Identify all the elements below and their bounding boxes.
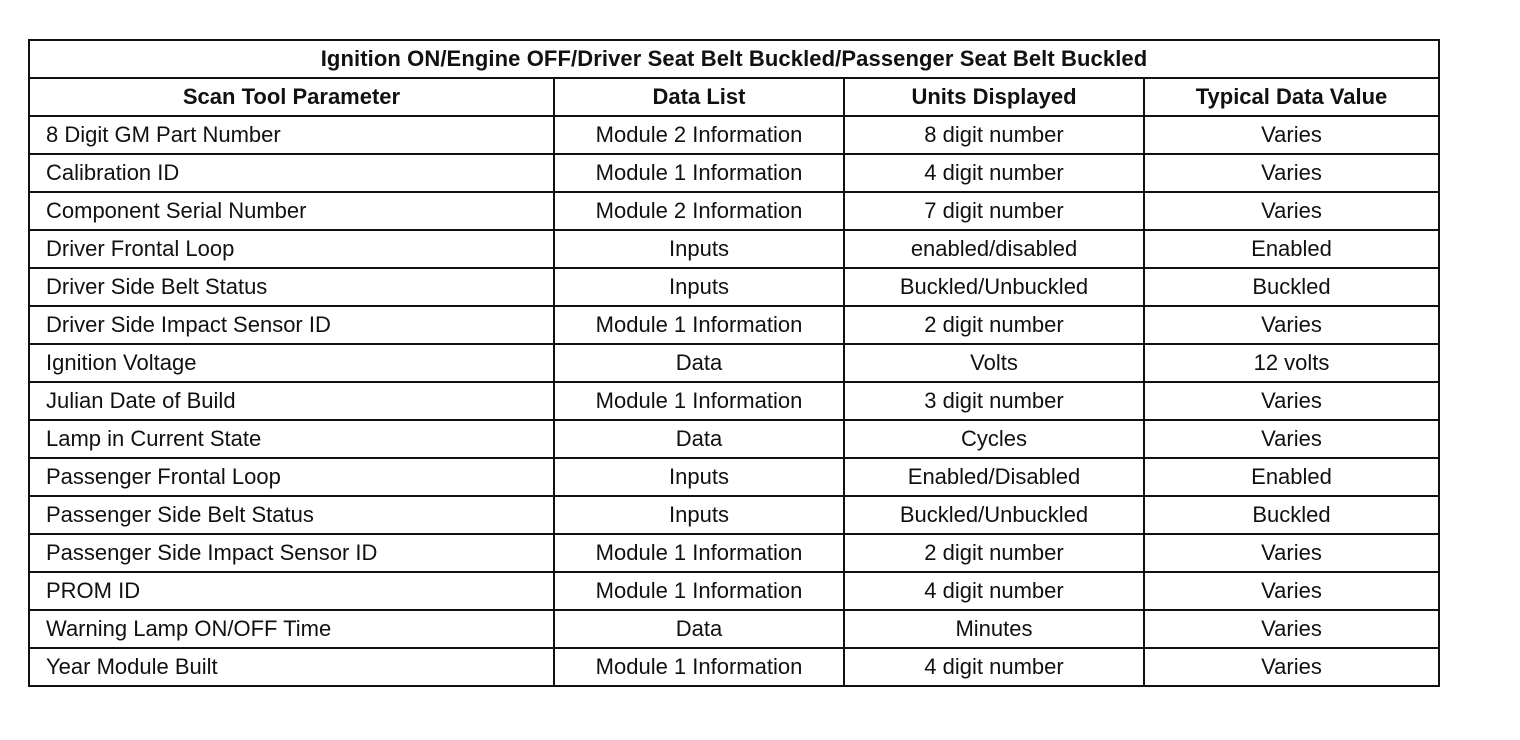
cell-parameter: Passenger Side Impact Sensor ID — [29, 534, 554, 572]
column-header-scan-tool-parameter: Scan Tool Parameter — [29, 78, 554, 116]
cell-typical-value: Varies — [1144, 572, 1439, 610]
cell-typical-value: Varies — [1144, 154, 1439, 192]
cell-data-list: Module 2 Information — [554, 116, 844, 154]
table-row — [29, 154, 1439, 192]
cell-parameter: Passenger Side Belt Status — [29, 496, 554, 534]
cell-typical-value: Varies — [1144, 648, 1439, 686]
cell-units: Volts — [844, 344, 1144, 382]
cell-data-list: Data — [554, 420, 844, 458]
cell-units: Buckled/Unbuckled — [844, 496, 1144, 534]
cell-parameter: Driver Frontal Loop — [29, 230, 554, 268]
cell-data-list: Module 2 Information — [554, 192, 844, 230]
table-row — [29, 268, 1439, 306]
table-row — [29, 420, 1439, 458]
cell-typical-value: Varies — [1144, 382, 1439, 420]
cell-parameter: Component Serial Number — [29, 192, 554, 230]
cell-typical-value: Varies — [1144, 192, 1439, 230]
column-header-data-list: Data List — [554, 78, 844, 116]
cell-data-list: Data — [554, 344, 844, 382]
cell-typical-value: Buckled — [1144, 496, 1439, 534]
cell-typical-value: Enabled — [1144, 230, 1439, 268]
table-row — [29, 496, 1439, 534]
table-header-row — [29, 78, 1439, 116]
cell-data-list: Inputs — [554, 496, 844, 534]
column-header-typical-data-value: Typical Data Value — [1144, 78, 1439, 116]
cell-data-list: Module 1 Information — [554, 382, 844, 420]
cell-typical-value: Varies — [1144, 116, 1439, 154]
cell-data-list: Inputs — [554, 458, 844, 496]
cell-parameter: Julian Date of Build — [29, 382, 554, 420]
column-header-units-displayed: Units Displayed — [844, 78, 1144, 116]
cell-units: Minutes — [844, 610, 1144, 648]
cell-data-list: Module 1 Information — [554, 534, 844, 572]
cell-typical-value: Varies — [1144, 420, 1439, 458]
cell-data-list: Inputs — [554, 230, 844, 268]
cell-data-list: Module 1 Information — [554, 306, 844, 344]
table-title: Ignition ON/Engine OFF/Driver Seat Belt Buckled/Passenger Seat Belt Buckled — [29, 40, 1439, 78]
cell-units: enabled/disabled — [844, 230, 1144, 268]
table-row — [29, 610, 1439, 648]
cell-data-list: Data — [554, 610, 844, 648]
table-title-row — [29, 40, 1439, 78]
cell-units: 4 digit number — [844, 572, 1144, 610]
cell-units: Enabled/Disabled — [844, 458, 1144, 496]
cell-typical-value: Varies — [1144, 306, 1439, 344]
cell-units: 4 digit number — [844, 154, 1144, 192]
cell-data-list: Module 1 Information — [554, 572, 844, 610]
cell-typical-value: 12 volts — [1144, 344, 1439, 382]
cell-parameter: Ignition Voltage — [29, 344, 554, 382]
cell-parameter: Calibration ID — [29, 154, 554, 192]
cell-parameter: 8 Digit GM Part Number — [29, 116, 554, 154]
table-row — [29, 344, 1439, 382]
cell-data-list: Module 1 Information — [554, 154, 844, 192]
cell-parameter: Driver Side Belt Status — [29, 268, 554, 306]
cell-parameter: PROM ID — [29, 572, 554, 610]
table-row — [29, 534, 1439, 572]
table-row — [29, 572, 1439, 610]
cell-units: 8 digit number — [844, 116, 1144, 154]
cell-units: 2 digit number — [844, 534, 1144, 572]
table-row — [29, 192, 1439, 230]
cell-parameter: Passenger Frontal Loop — [29, 458, 554, 496]
cell-typical-value: Varies — [1144, 610, 1439, 648]
cell-typical-value: Buckled — [1144, 268, 1439, 306]
cell-parameter: Year Module Built — [29, 648, 554, 686]
cell-parameter: Driver Side Impact Sensor ID — [29, 306, 554, 344]
table-row — [29, 306, 1439, 344]
table-row — [29, 116, 1439, 154]
cell-typical-value: Varies — [1144, 534, 1439, 572]
table-row — [29, 230, 1439, 268]
cell-parameter: Warning Lamp ON/OFF Time — [29, 610, 554, 648]
cell-typical-value: Enabled — [1144, 458, 1439, 496]
cell-parameter: Lamp in Current State — [29, 420, 554, 458]
table-row — [29, 382, 1439, 420]
cell-units: 4 digit number — [844, 648, 1144, 686]
scan-tool-data-table — [28, 39, 1440, 687]
cell-units: Cycles — [844, 420, 1144, 458]
cell-data-list: Inputs — [554, 268, 844, 306]
cell-units: Buckled/Unbuckled — [844, 268, 1144, 306]
table-row — [29, 648, 1439, 686]
cell-units: 2 digit number — [844, 306, 1144, 344]
table-row — [29, 458, 1439, 496]
cell-units: 3 digit number — [844, 382, 1144, 420]
cell-data-list: Module 1 Information — [554, 648, 844, 686]
cell-units: 7 digit number — [844, 192, 1144, 230]
